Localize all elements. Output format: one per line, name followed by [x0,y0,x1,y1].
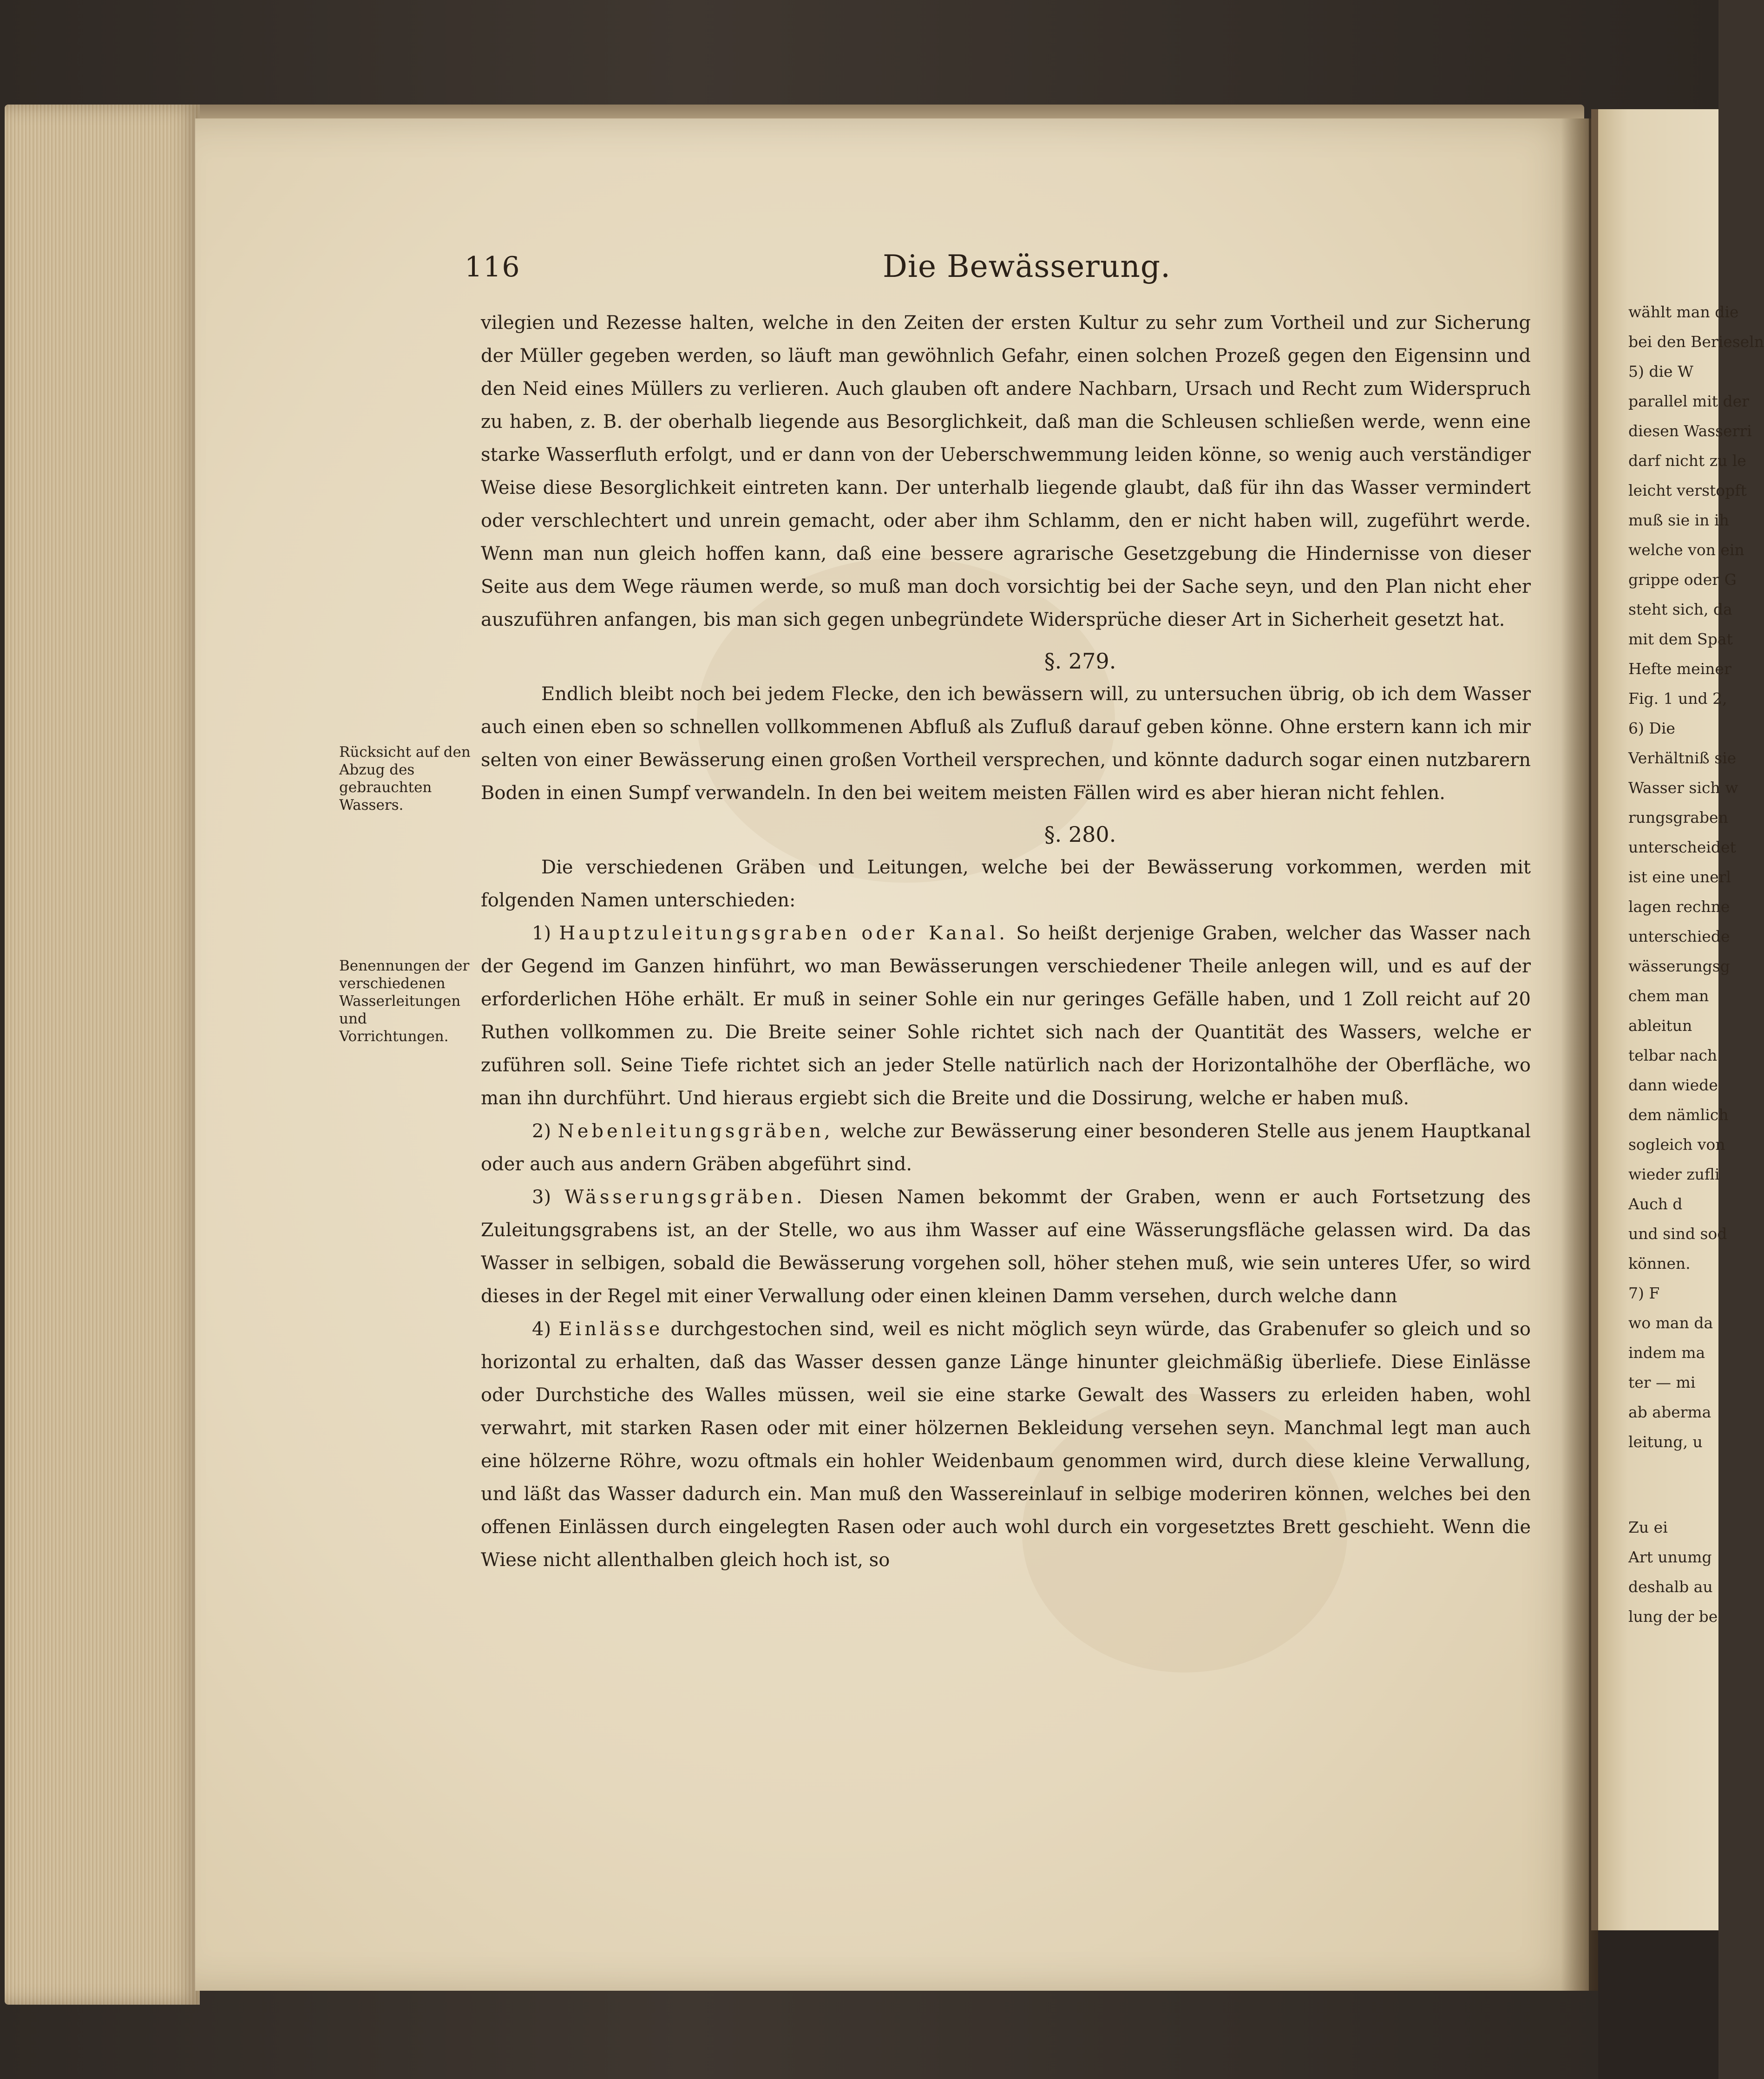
list-item-1 [481,917,1531,1115]
facing-line: grippe oder G [1628,571,1737,589]
list-item-number: 3) [532,1187,551,1208]
facing-line: wieder zufli [1628,1165,1720,1183]
facing-line: lung der be [1628,1607,1718,1626]
section-heading-279: §. 279. [1044,649,1116,674]
facing-line: unterschiede [1628,927,1730,945]
facing-line: ter — mi [1628,1373,1696,1391]
facing-line: deshalb au [1628,1578,1713,1596]
running-title: Die Bewässerung. [883,249,1171,284]
facing-line: 7) F [1628,1284,1660,1302]
list-item-number: 4) [532,1318,551,1340]
facing-line: wählt man die [1628,303,1739,321]
list-item-number: 1) [532,923,551,944]
list-item-term: Wässerungsgräben. [564,1187,806,1208]
paragraph-279: Endlich bleibt noch bei jedem Flecke, den ich bewässern will, zu untersuchen übrig, ob ich dem Wasser auch einen eben so schnellen vollkommenen Abfluß als Zufluß darauf geben könne. Ohne erstern kann ich mir selten von einer Bewässerung einen großen Vortheil versprechen, und könnte dadurch sogar einen nutzbarern Boden in einen Sumpf verwandeln. In den bei weitem meisten Fällen wird es aber hieran nicht fehlen. [481,683,1531,804]
facing-gap [1628,1457,1718,1513]
facing-line: Zu ei [1628,1518,1668,1536]
facing-line: welche von ein [1628,541,1744,559]
facing-line: Auch d [1628,1195,1683,1213]
facing-line: 5) die W [1628,362,1693,380]
facing-page-shadow [1598,1930,1718,2079]
facing-line: bei den Berieseln [1628,333,1764,351]
facing-line: steht sich, da [1628,600,1732,618]
marginal-note-naming: Benennungen der verschiedenen Wasserleitungen und Vorrichtungen. [339,958,470,1045]
facing-line: chem man [1628,987,1709,1005]
marginal-note-drainage: Rücksicht auf den Abzug des gebrauchten Wassers. [339,744,471,813]
facing-line: ableitun [1628,1017,1692,1035]
facing-line: leicht verstopft [1628,481,1747,499]
list-item-text: welche zur Bewässerung einer besonderen Stelle aus jenem Hauptkanal oder auch aus andern Gräben abgeführt sind. [481,1121,1531,1175]
facing-line: muß sie in ih [1628,511,1729,529]
main-text [481,307,1531,1577]
facing-line: telbar nach [1628,1046,1718,1064]
page-number: 116 [465,251,521,283]
facing-line: darf nicht zu le [1628,452,1746,470]
facing-line: Art unumg [1628,1548,1712,1566]
facing-line: leitung, u [1628,1433,1703,1451]
list-item-text: So heißt derjenige Graben, welcher das Wasser nach der Gegend im Ganzen hinführt, wo man Bewässerungen verschiedener Theile anlegen will, und es auf der erforderlichen Höhe erhält. Er muß in seiner Sohle ein nur geringes Gefälle haben, und 1 Zoll reicht auf 20 Ruthen vollkommen zu. Die Breite seiner Sohle richtet sich nach der Quantität des Wassers, welche er zuführen soll. Seine Tiefe richtet sich an jeder Stelle natürlich nach der Horizontalhöhe der Oberfläche, wo man ihn durchführt. Und hieraus ergiebt sich die Breite und die Dossirung, welche er haben muß. [481,923,1531,1109]
facing-line: diesen Wasserri [1628,422,1752,440]
facing-line: unterscheidet [1628,838,1736,856]
book-page-edges [5,105,200,2005]
facing-line: können. [1628,1254,1691,1272]
facing-line: Fig. 1 und 2, [1628,689,1727,708]
paragraph-280: Die verschiedenen Gräben und Leitungen, welche bei der Bewässerung vorkommen, werden mit folgenden Namen unterschieden: [481,857,1531,911]
list-item-text: Diesen Namen bekommt der Graben, wenn er auch Fortsetzung des Zuleitungsgrabens ist, an der Stelle, wo aus ihm Wasser auf eine Wässerungsfläche gelassen wird. Da das Wasser in selbigen, sobald die Bewässerung vorgehen soll, höher stehen muß, wie sein unteres Ufer, so wird dieses in der Regel mit einer Verwallung oder einen kleinen Damm versehen, durch welche dann [481,1187,1531,1307]
list-item-term: Nebenleitungsgräben, [557,1121,833,1142]
facing-line: Wasser sich w [1628,779,1738,797]
facing-line: parallel mit der [1628,392,1749,410]
facing-line: rungsgraben [1628,808,1728,826]
facing-line: 6) Die [1628,719,1675,737]
facing-line: Verhältniß sie [1628,749,1737,767]
list-item-4 [481,1313,1531,1577]
facing-line: indem ma [1628,1344,1705,1362]
facing-line: dem nämlich [1628,1106,1729,1124]
facing-line: Hefte meiner [1628,660,1731,678]
facing-line: mit dem Spat [1628,630,1733,648]
facing-line: wässerungsg [1628,957,1730,975]
facing-line: dann wiede [1628,1076,1718,1094]
facing-page-text [1628,297,1764,1632]
list-item-3 [481,1181,1531,1313]
facing-line: wo man da [1628,1314,1713,1332]
section-heading-280: §. 280. [1044,822,1116,847]
list-item-2 [481,1115,1531,1181]
facing-line: lagen rechne [1628,898,1730,916]
list-item-text: durchgestochen sind, weil es nicht möglich seyn würde, das Grabenufer so gleich und so horizontal zu erhalten, daß das Wasser dessen ganze Länge hinunter gleichmäßig überliefe. Diese Einlässe oder Durchstiche des Walles müssen, weil sie eine starke Gewalt des Wassers zu erleiden haben, wohl verwahrt, mit starken Rasen oder mit einer hölzernen Bekleidung versehen seyn. Manchmal legt man auch eine hölzerne Röhre, wozu oftmals ein hohler Weidenbaum genommen wird, durch diese kleine Verwallung, und läßt das Wasser dadurch ein. Man muß den Wassereinlauf in selbige moderiren können, welches bei den offenen Einlässen durch eingelegten Rasen oder auch wohl durch ein vorgesetztes Brett geschieht. Wenn die Wiese nicht allenthalben gleich hoch ist, so [481,1318,1531,1571]
list-item-term: Hauptzuleitungsgraben oder Kanal. [559,923,1009,944]
list-item-term: Einlässe [558,1318,663,1340]
facing-line: sogleich von [1628,1135,1725,1154]
facing-line: ab aberma [1628,1403,1712,1421]
list-item-number: 2) [532,1121,551,1142]
facing-line: ist eine unerl [1628,868,1731,886]
facing-line: und sind sod [1628,1225,1727,1243]
paragraph-intro: vilegien und Rezesse halten, welche in den Zeiten der ersten Kultur zu sehr zum Vortheil und zur Sicherung der Müller gegeben werden, so läuft man gewöhnlich Gefahr, einen solchen Prozeß gegen den Eigensinn und den Neid eines Müllers zu verlieren. Auch glauben oft andere Nachbarn, Ursach und Recht zum Widerspruch zu haben, z. B. der oberhalb liegende aus Besorglichkeit, daß man die Schleusen schließen werde, wenn eine starke Wasserfluth erfolgt, und er dann von der Ueberschwemmung leiden könne, so wenig auch verständiger Weise diese Besorglichkeit eintreten kann. Der unterhalb liegende glaubt, daß für ihn das Wasser vermindert oder verschlechtert und unrein gemacht, oder aber ihm Schlamm, den er nicht haben will, zugeführt werde. Wenn man nun gleich hoffen kann, daß eine bessere agrarische Gesetzgebung die Hindernisse von dieser Seite aus dem Wege räumen werde, so muß man doch vorsichtig bei der Sache seyn, und den Plan nicht eher auszuführen anfangen, bis man sich gegen unbegründete Widersprüche dieser Art in Sicherheit gesetzt hat. [481,312,1531,630]
